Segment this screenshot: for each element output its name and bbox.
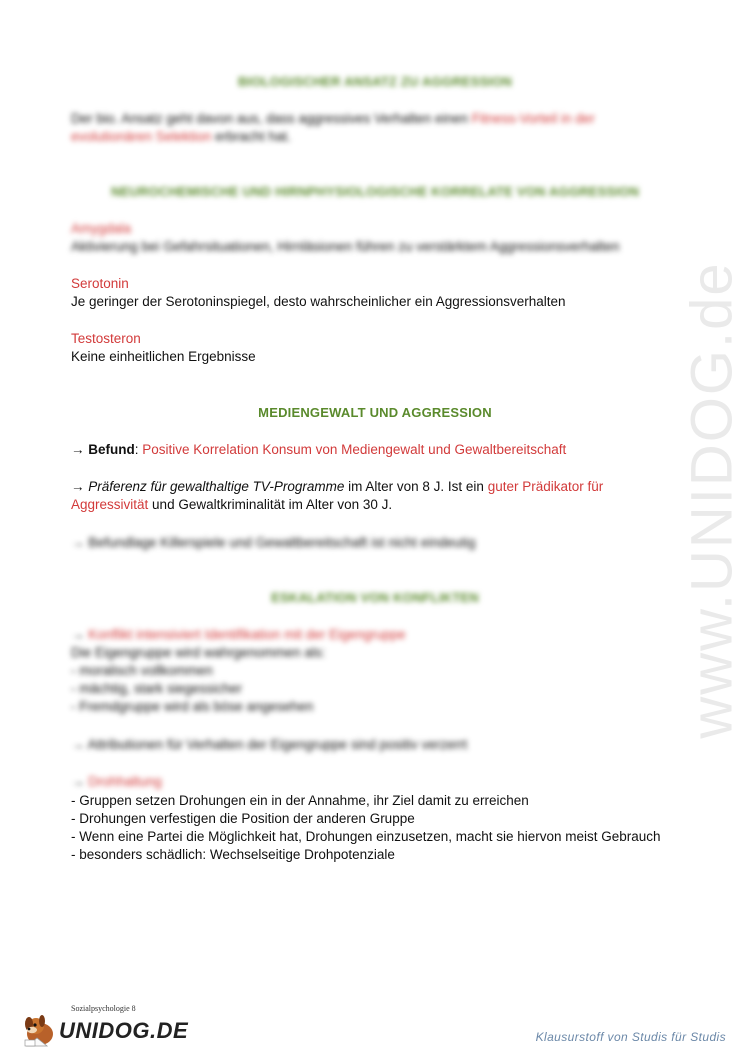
desc-serotonin: Je geringer der Serotoninspiegel, desto wahrscheinlicher ein Aggressionsverhalten bbox=[71, 294, 566, 309]
befund-line: → Befund: Positive Korrelation Konsum von Mediengewalt und Gewaltbereitschaft bbox=[71, 442, 567, 457]
desc-amygdala: Aktivierung bei Gefahrsituationen, Hirnläsionen führen zu verstärktem Aggressionsverhalten bbox=[71, 239, 620, 254]
dog-mascot-icon bbox=[22, 1012, 62, 1048]
heading-neurochemische-korrelate: NEUROCHEMISCHE UND HIRNPHYSIOLOGISCHE KORRELATE VON AGGRESSION bbox=[110, 184, 640, 199]
praeferenz-line1: → Präferenz für gewalthaltige TV-Programme im Alter von 8 J. Ist ein guter Prädikator für bbox=[71, 479, 604, 494]
list-item: - Drohungen verfestigen die Position der anderen Gruppe bbox=[71, 811, 415, 826]
term-testosteron: Testosteron bbox=[71, 331, 141, 346]
killerspiele-line: → Befundlage Killerspiele und Gewaltbereitschaft ist nicht eindeutig bbox=[71, 535, 476, 550]
arrow-glyph: → bbox=[71, 479, 85, 494]
footer-page-label: Sozialpsychologie 8 bbox=[71, 1004, 136, 1013]
paragraph-bio-ansatz-line1: Der bio. Ansatz geht davon aus, dass aggressives Verhalten einen Fitness-Vorteil in der bbox=[71, 111, 595, 126]
list-item: - Gruppen setzen Drohungen ein in der Annahme, ihr Ziel damit zu erreichen bbox=[71, 793, 529, 808]
drohhaltung-line: → Drohhaltung bbox=[71, 774, 162, 789]
list-item: - Wenn eine Partei die Möglichkeit hat, Drohungen einzusetzen, macht sie hiervon meist Gebrauch bbox=[71, 829, 661, 844]
list-item: - besonders schädlich: Wechselseitige Drohpotenziale bbox=[71, 847, 395, 862]
list-item: - Fremdgruppe wird als böse angesehen bbox=[71, 699, 314, 714]
heading-eskalation: ESKALATION VON KONFLIKTEN bbox=[271, 590, 479, 605]
heading-biologischer-ansatz: BIOLOGISCHER ANSATZ ZU AGGRESSION bbox=[237, 74, 513, 89]
list-item: Die Eigengruppe wird wahrgenommen als: bbox=[71, 645, 326, 660]
unidog-logo bbox=[22, 1012, 189, 1048]
footer-slogan: Klausurstoff von Studis für Studis bbox=[535, 1030, 726, 1044]
desc-testosteron: Keine einheitlichen Ergebnisse bbox=[71, 349, 256, 364]
heading-mediengewalt: MEDIENGEWALT UND AGGRESSION bbox=[258, 405, 492, 420]
arrow-glyph: → bbox=[71, 442, 85, 457]
term-serotonin: Serotonin bbox=[71, 276, 129, 291]
logo-text: UNIDOG.DE bbox=[59, 1018, 189, 1043]
list-item: - moralisch vollkommen bbox=[71, 663, 213, 678]
praeferenz-line2: Aggressivität und Gewaltkriminalität im Alter von 30 J. bbox=[71, 497, 393, 512]
konflikt-line: → Konflikt intensiviert Identifikation mit der Eigengruppe bbox=[71, 627, 406, 642]
term-amygdala: Amygdala bbox=[71, 221, 132, 236]
watermark: www.UNIDOG.de bbox=[679, 261, 745, 739]
paragraph-bio-ansatz-line2: evolutionären Selektion erbracht hat. bbox=[71, 129, 291, 144]
attributionen-line: → Attributionen für Verhalten der Eigengruppe sind positiv verzerrt bbox=[71, 737, 468, 752]
list-item: - mächtig, stark siegessicher bbox=[71, 681, 243, 696]
